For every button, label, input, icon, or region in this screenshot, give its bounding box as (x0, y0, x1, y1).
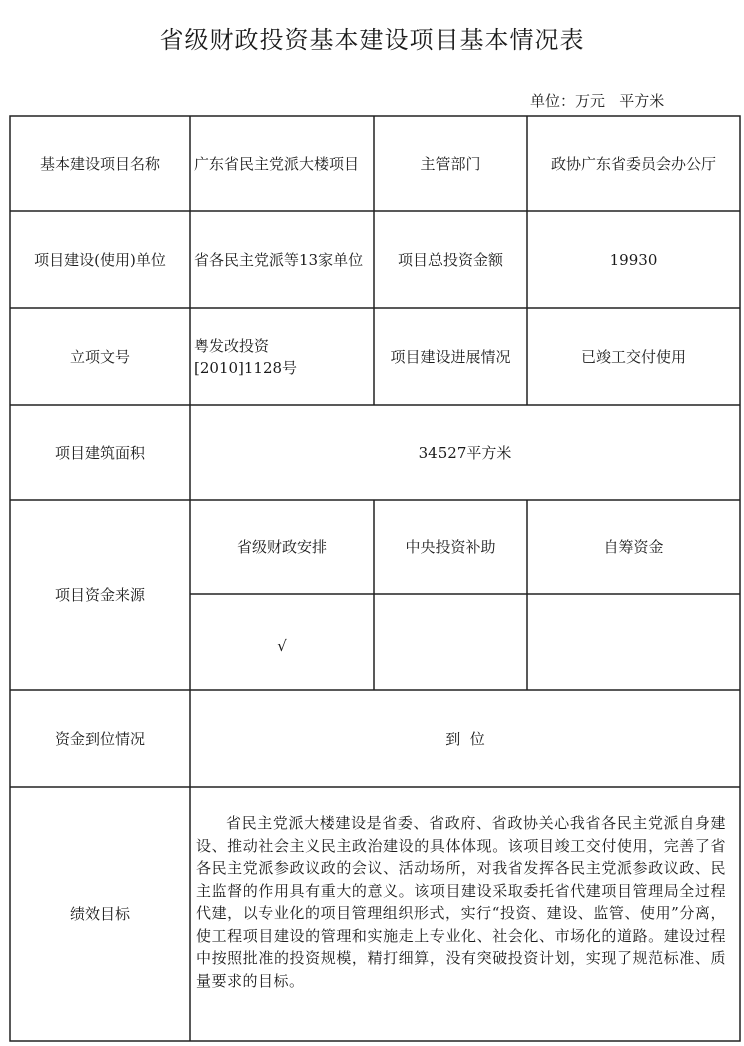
approval-doc-line2: [2010]1128号 (194, 358, 298, 377)
dept-label: 主管部门 (420, 154, 481, 173)
approval-doc-label: 立项文号 (69, 347, 130, 366)
performance-goal-label: 绩效目标 (69, 905, 130, 923)
progress-label: 项目建设进展情况 (390, 347, 511, 366)
performance-goal-text: 省民主党派大楼建设是省委、省政府、省政协关心我省各民主党派自身建设、推动社会主义民主政治建设的具体体现。该项目竣工交付使用，完善了省各民主党派参政议政的会议、活动场所，对我省发挥各民主党派参政议政、民主监督的作用具有重大的意义。该项目建设采取委托省代建项目管理局全过程代建，以专业化的项目管理组织形式，实行“投资、建设、监管、使用”分离，使工程项目建设的管理和实施走上专业化、社会化、市场化的道路。建设过程中按照批准的投资规模，精打细算，没有突破投资计划，实现了规范标准、质量要求的目标。 (196, 814, 726, 990)
fund-arrival-label: 资金到位情况 (54, 729, 145, 748)
approval-doc-value (190, 308, 374, 405)
total-investment-label: 项目总投资金额 (397, 250, 503, 269)
unit-note: 单位：万元 平方米 (530, 92, 665, 110)
fund-central-label: 中央投资补助 (405, 538, 496, 556)
progress-value: 已竣工交付使用 (580, 347, 686, 366)
project-name-value: 广东省民主党派大楼项目 (194, 154, 360, 173)
construction-unit-value: 省各民主党派等13家单位 (194, 250, 364, 269)
construction-unit-label: 项目建设(使用)单位 (34, 250, 166, 269)
total-investment-value: 19930 (609, 250, 658, 269)
fund-self-raised-check (527, 594, 740, 690)
page-title: 省级财政投资基本建设项目基本情况表 (159, 26, 585, 54)
fund-self-raised-label: 自筹资金 (603, 538, 664, 556)
building-area-label: 项目建筑面积 (54, 443, 145, 462)
project-name-label: 基本建设项目名称 (39, 154, 160, 173)
fund-central-check (374, 594, 527, 690)
approval-doc-line1: 粤发改投资 (194, 336, 270, 355)
dept-value: 政协广东省委员会办公厅 (550, 154, 716, 173)
fund-provincial-label: 省级财政安排 (236, 538, 327, 556)
building-area-value: 34527平方米 (418, 443, 512, 462)
fund-source-label: 项目资金来源 (54, 586, 145, 604)
fund-arrival-value: 到 位 (445, 729, 485, 748)
fund-provincial-check: √ (277, 637, 287, 655)
